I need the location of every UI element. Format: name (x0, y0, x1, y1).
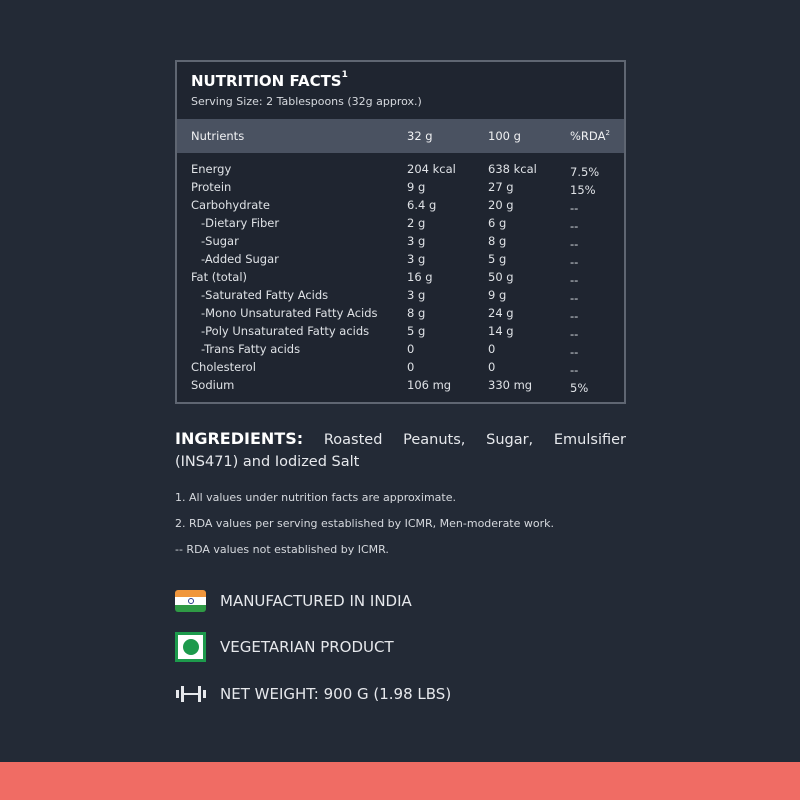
value-100g: 0 (488, 342, 496, 356)
header-100g: 100 g (488, 129, 521, 143)
value-rda: 15% (570, 183, 596, 197)
table-row (177, 288, 624, 306)
serving-size: Serving Size: 2 Tablespoons (32g approx.) (191, 95, 422, 108)
table-header (177, 119, 624, 153)
value-32g: 5 g (407, 324, 426, 338)
value-rda: -- (570, 237, 579, 251)
table-row (177, 324, 624, 342)
rda-footnote: 2 (605, 129, 610, 137)
net-weight-text: NET WEIGHT: 900 G (1.98 LBS) (220, 685, 452, 703)
rda-label: %RDA (570, 129, 606, 143)
value-32g: 3 g (407, 252, 426, 266)
value-rda: -- (570, 255, 579, 269)
table-row (177, 378, 624, 396)
table-row (177, 216, 624, 234)
footnote-1: 1. All values under nutrition facts are approximate. (175, 491, 456, 504)
table-row (177, 234, 624, 252)
table-row (177, 306, 624, 324)
nutrient-name: -Mono Unsaturated Fatty Acids (201, 306, 378, 320)
value-rda: -- (570, 327, 579, 341)
value-100g: 8 g (488, 234, 507, 248)
nutrient-name: -Saturated Fatty Acids (201, 288, 329, 302)
value-32g: 3 g (407, 234, 426, 248)
value-32g: 204 kcal (407, 162, 456, 176)
table-row (177, 162, 624, 180)
nutrient-name: Carbohydrate (191, 198, 270, 212)
value-rda: -- (570, 345, 579, 359)
value-rda: -- (570, 291, 579, 305)
nutrition-facts-table (175, 60, 626, 404)
value-rda: -- (570, 201, 579, 215)
table-row (177, 198, 624, 216)
nutrient-name: -Sugar (201, 234, 239, 248)
nutrient-name: Fat (total) (191, 270, 248, 284)
made-in-india-text: MANUFACTURED IN INDIA (220, 592, 412, 610)
value-32g: 2 g (407, 216, 426, 230)
nutrient-name: Energy (191, 162, 232, 176)
table-row (177, 252, 624, 270)
value-100g: 0 (488, 360, 496, 374)
value-100g: 14 g (488, 324, 514, 338)
title-text: NUTRITION FACTS (191, 72, 342, 90)
value-100g: 27 g (488, 180, 514, 194)
table-row (177, 342, 624, 360)
value-rda: 7.5% (570, 165, 600, 179)
value-rda: -- (570, 273, 579, 287)
value-rda: -- (570, 309, 579, 323)
value-32g: 6.4 g (407, 198, 437, 212)
ingredients-label: INGREDIENTS: (175, 429, 304, 448)
value-32g: 16 g (407, 270, 433, 284)
nutrient-name: -Trans Fatty acids (201, 342, 301, 356)
table-row (177, 360, 624, 378)
ingredients (175, 428, 626, 473)
nutrient-name: -Added Sugar (201, 252, 279, 266)
header-nutrients: Nutrients (191, 129, 245, 143)
title-footnote: 1 (341, 70, 348, 80)
value-100g: 9 g (488, 288, 507, 302)
value-32g: 0 (407, 342, 415, 356)
footnote-2: 2. RDA values per serving established by ICMR, Men-moderate work. (175, 517, 555, 530)
value-100g: 50 g (488, 270, 514, 284)
value-32g: 9 g (407, 180, 426, 194)
nutrition-title (191, 72, 348, 90)
value-rda: -- (570, 219, 579, 233)
value-100g: 6 g (488, 216, 507, 230)
value-32g: 8 g (407, 306, 426, 320)
header-32g: 32 g (407, 129, 433, 143)
table-row (177, 180, 624, 198)
nutrient-name: Cholesterol (191, 360, 256, 374)
table-row (177, 270, 624, 288)
value-100g: 330 mg (488, 378, 533, 392)
footer-band (0, 762, 800, 800)
value-100g: 5 g (488, 252, 507, 266)
ingredients-text: Roasted Peanuts, Sugar, Emulsifier (INS471) and Iodized Salt (175, 432, 626, 470)
value-100g: 24 g (488, 306, 514, 320)
badge-net-weight (175, 682, 452, 706)
value-rda: 5% (570, 381, 589, 395)
nutrient-name: -Dietary Fiber (201, 216, 280, 230)
value-32g: 106 mg (407, 378, 452, 392)
footnote-3: -- RDA values not established by ICMR. (175, 543, 389, 556)
nutrient-name: -Poly Unsaturated Fatty acids (201, 324, 370, 338)
value-100g: 20 g (488, 198, 514, 212)
badge-vegetarian (175, 632, 394, 662)
nutrient-name: Protein (191, 180, 232, 194)
value-100g: 638 kcal (488, 162, 537, 176)
value-32g: 0 (407, 360, 415, 374)
dumbbell-icon (175, 684, 207, 704)
value-rda: -- (570, 363, 579, 377)
badge-made-in-india (175, 589, 412, 613)
header-rda (570, 129, 610, 143)
vegetarian-icon (175, 632, 206, 662)
vegetarian-text: VEGETARIAN PRODUCT (220, 638, 394, 656)
india-flag-icon (175, 590, 206, 612)
nutrient-name: Sodium (191, 378, 235, 392)
value-32g: 3 g (407, 288, 426, 302)
